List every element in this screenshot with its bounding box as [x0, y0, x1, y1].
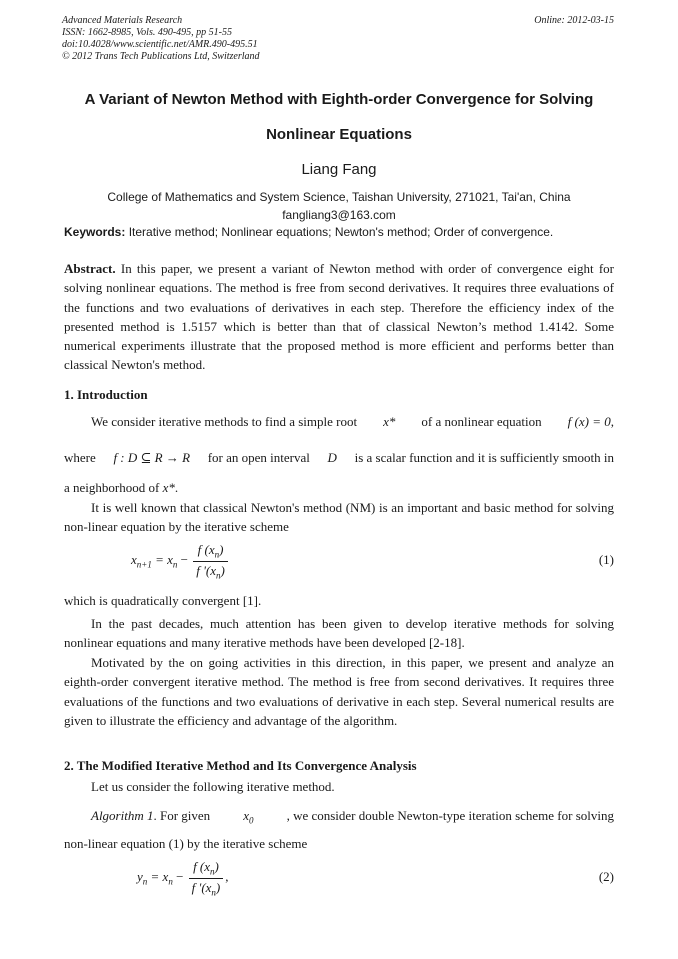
keywords-label: Keywords: [64, 225, 126, 239]
online-date: Online: 2012-03-15 [534, 15, 614, 26]
intro-line-1 [64, 414, 614, 430]
equation-number-1: (1) [598, 552, 614, 567]
algorithm-line-2: non-linear equation (1) by the iterative scheme [64, 836, 308, 851]
intro-paragraph-motivation: Motivated by the on going activities in this direction, in this paper, we present and analyze an eighth-order convergent iterative method. The method is free from second derivatives. It requires three evaluations of the functions and two evaluations of derivative in each step. Several numerical results are given to illustrate the efficiency and advantage of the algorithm. [64, 655, 614, 728]
algorithm-line-1 [64, 808, 614, 826]
eq2-lhs: $y_n$ [137, 869, 148, 887]
algorithm-text: , we consider double Newton-type iteration scheme for solving [286, 808, 614, 823]
paper-title-line1: A Variant of Newton Method with Eighth-order Convergence for Solving [84, 91, 594, 108]
abstract [64, 259, 614, 375]
journal-header [62, 15, 260, 63]
eq1-mid: = $x_n$ [155, 552, 178, 570]
author-email: fangliang3@163.com [282, 208, 396, 222]
keywords-text: Iterative method; Nonlinear equations; Newton's method; Order of convergence. [128, 225, 554, 239]
intro-text: We consider iterative methods to find a simple root [91, 414, 358, 429]
issn-line: ISSN: 1662-8985, Vols. 490-495, pp 51-55 [62, 27, 232, 38]
punct: . [174, 480, 179, 495]
math-root: x* [383, 414, 396, 429]
math-equation: f (x) = 0 [567, 414, 611, 429]
equation-number-2: (2) [598, 869, 614, 884]
keywords [64, 225, 614, 239]
algorithm-label: Algorithm 1 [91, 808, 154, 823]
eq2-fraction: $\frac{f (x_n)}{f '(x_n)}$ [189, 859, 224, 897]
eq2-mid: = $x_n$ [150, 869, 173, 887]
intro-text: for an open interval [207, 450, 310, 465]
copyright-line: © 2012 Trans Tech Publications Ltd, Switzerland [62, 51, 260, 62]
math-root: x* [162, 480, 175, 495]
equation-1 [131, 542, 230, 580]
intro-text: is a scalar function and it is sufficiently smooth in [354, 450, 614, 465]
equation-2 [137, 859, 229, 897]
math-mapping: f : D ⊆ R → R [113, 450, 191, 465]
eq1-fraction: $\frac{f (x_n)}{f '(x_n)}$ [193, 542, 228, 580]
abstract-label: Abstract. [64, 261, 116, 276]
abstract-text: In this paper, we present a variant of Newton method with order of convergence eight for solving nonlinear equations. The method is free from second derivatives. It requires three evaluations of the functions and two evaluations of derivatives in each step. Therefore the efficiency index of the presented method is 1.5157 which is better than that of classical Newton’s method 1.4142. Some numerical experiments illustrate that the proposed method is more efficient and performs better than classical Newton's method. [64, 261, 615, 373]
affiliation: College of Mathematics and System Science, Taishan University, 271021, Tai'an, China [107, 190, 571, 204]
intro-text: where [64, 450, 96, 465]
eq2-minus: − [176, 869, 184, 885]
author-name: Liang Fang [301, 161, 377, 178]
intro-line-3 [64, 480, 614, 496]
intro-paragraph-newton: It is well known that classical Newton's method (NM) is an important and basic method for solving non-linear equation by the iterative scheme [64, 500, 614, 535]
section-heading-introduction: 1. Introduction [64, 387, 148, 402]
math-domain: D [327, 450, 337, 465]
intro-text: of a nonlinear equation [421, 414, 542, 429]
doi-line: doi:10.4028/www.scientific.net/AMR.490-495.51 [62, 39, 258, 50]
punct: , [610, 414, 614, 429]
paper-title-line2: Nonlinear Equations [266, 126, 412, 143]
eq1-lhs: $x_{n+1}$ [131, 552, 152, 570]
eq1-minus: − [180, 552, 188, 568]
intro-text: a neighborhood of [64, 480, 160, 495]
journal-name: Advanced Materials Research [62, 15, 183, 26]
method-intro: Let us consider the following iterative method. [91, 779, 335, 794]
section-heading-method: 2. The Modified Iterative Method and Its Convergence Analysis [64, 758, 417, 773]
intro-paragraph-decades: In the past decades, much attention has been given to develop iterative methods for solving nonlinear equations and many iterative methods have been developed [2-18]. [64, 616, 614, 651]
algorithm-text: . For given [153, 808, 211, 823]
intro-quadratic: which is quadratically convergent [1]. [64, 593, 262, 608]
math-x0: $x_0$ [243, 808, 254, 826]
intro-line-2 [64, 450, 614, 466]
eq2-comma: , [225, 869, 229, 885]
